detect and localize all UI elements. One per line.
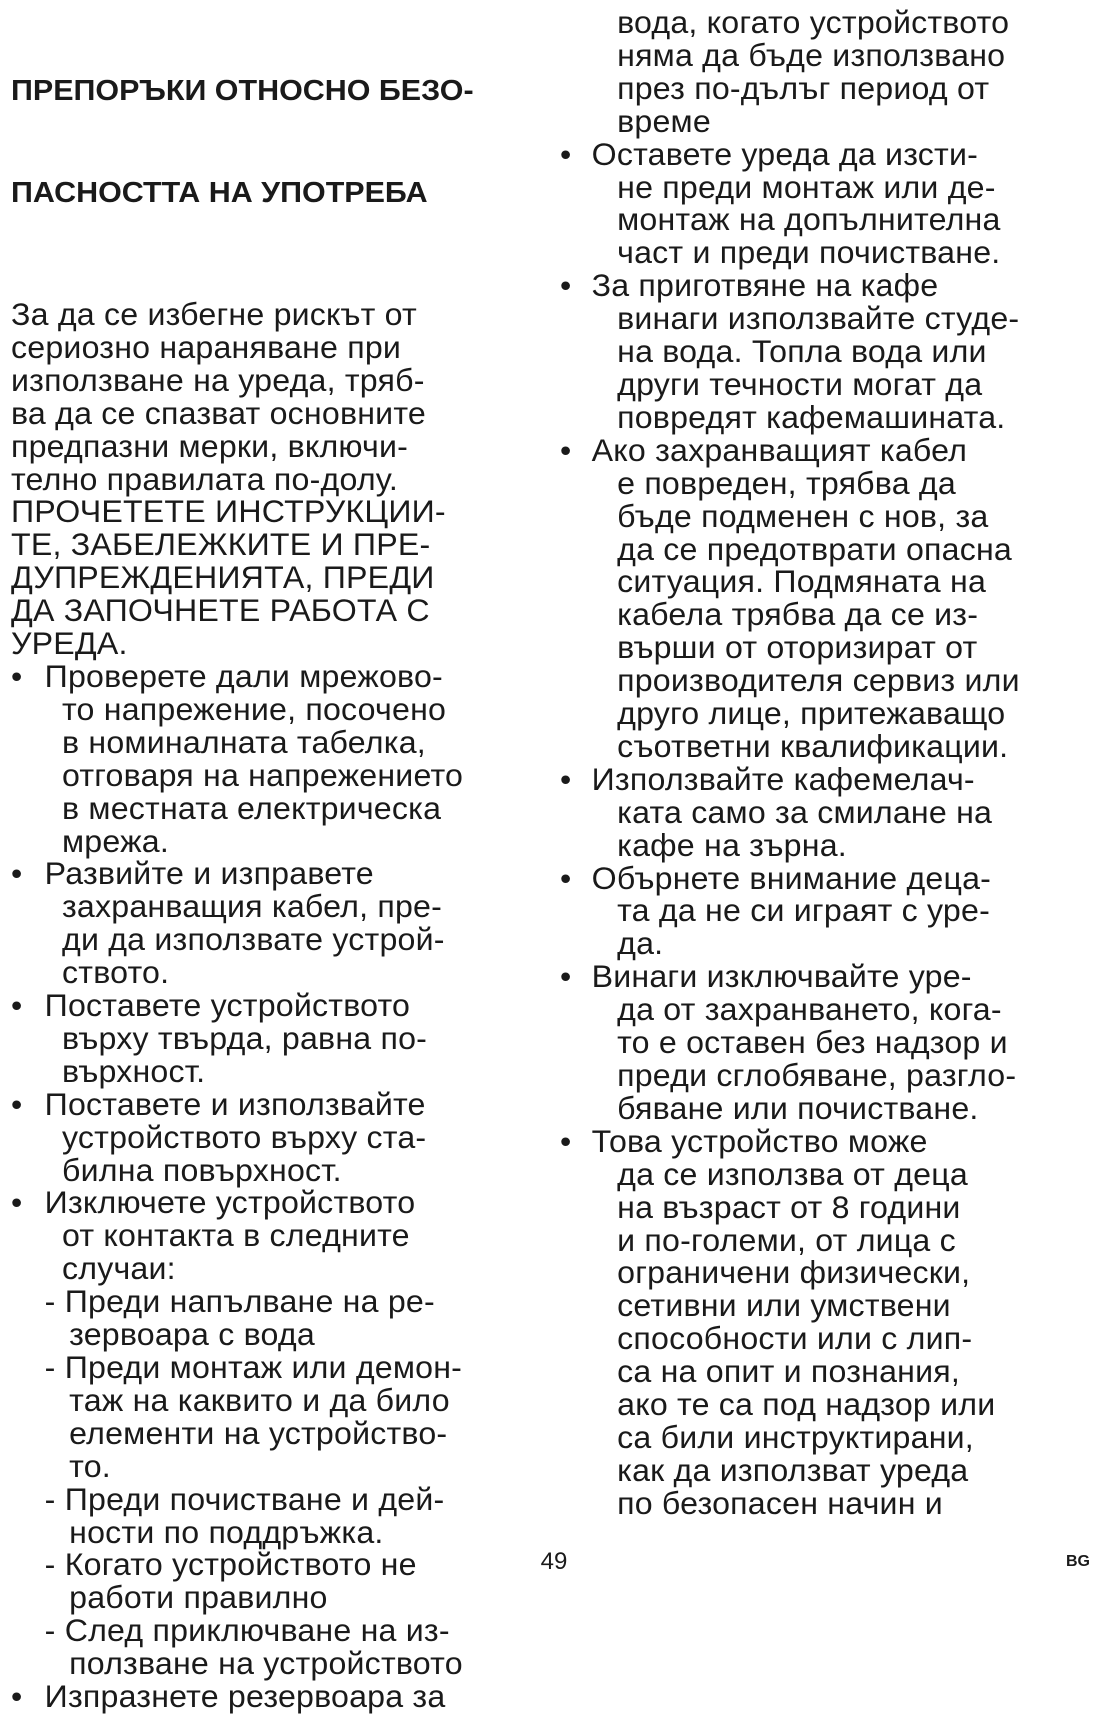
text-line: няма да бъде използвано <box>617 36 1006 73</box>
section-heading <box>11 6 578 278</box>
list-item <box>11 1085 551 1188</box>
text-line: случаи: <box>62 1250 176 1287</box>
list-item <box>11 1680 551 1713</box>
bullet-icon: • <box>11 1678 23 1714</box>
text-line: по безопасен начин и <box>617 1484 943 1521</box>
intro-paragraph <box>11 298 551 495</box>
text-line: Изпразнете резервоара за <box>44 1678 446 1714</box>
text-line: Винаги изключвайте уре- <box>591 958 972 995</box>
text-line: бяване или почистване. <box>617 1089 979 1126</box>
heading-line: ПРЕПОРЪКИ ОТНОСНО БЕЗО- <box>11 75 474 107</box>
text-line: зервоара с вода <box>69 1316 315 1353</box>
bullet-icon: • <box>560 1122 572 1159</box>
continuation-paragraph <box>560 6 1100 138</box>
text-line: та да не си играят с уре- <box>617 892 990 929</box>
text-line: ности по поддръжка. <box>69 1513 384 1550</box>
text-line: билна повърхност. <box>62 1151 342 1188</box>
text-line: винаги използвайте студе- <box>617 300 1020 337</box>
text-line: способности или с лип- <box>617 1320 973 1357</box>
text-line: върши от оторизират от <box>617 629 978 666</box>
text-line: УРЕДА. <box>11 625 128 662</box>
text-line: не преди монтаж или де- <box>617 168 996 205</box>
bullet-icon: • <box>560 135 572 172</box>
text-line: отговаря на напрежението <box>62 756 464 793</box>
text-line: бъде подменен с нов, за <box>617 497 989 534</box>
text-line: да се използва от деца <box>617 1155 968 1192</box>
text-line: кафе на зърна. <box>617 826 847 863</box>
text-line: време <box>617 102 711 139</box>
text-line: повредят кафемашината. <box>617 398 1006 435</box>
warning-paragraph <box>11 495 551 660</box>
text-line: преди сглобяване, разгло- <box>617 1057 1017 1093</box>
text-line: е повреден, трябва да <box>617 464 956 501</box>
text-line: да от захранването, кога- <box>617 991 1002 1028</box>
page-number: 49 <box>540 1548 568 1575</box>
text-line: вода, когато устройството <box>617 4 1010 40</box>
list-item <box>560 269 1100 434</box>
language-badge: BG <box>1066 1553 1090 1570</box>
text-line: как да използват уреда <box>617 1451 969 1488</box>
text-line: Поставете устройството <box>44 987 411 1024</box>
text-line: върху твърда, равна по- <box>62 1019 428 1056</box>
text-line: Обърнете внимание деца- <box>591 859 992 896</box>
text-line: са на опит и познания, <box>617 1353 961 1390</box>
text-line: върхност. <box>62 1052 206 1089</box>
text-line: За да се избегне рискът от <box>11 296 417 332</box>
text-line: елементи на устройство- <box>69 1414 448 1451</box>
text-line: За приготвяне на кафе <box>591 267 939 304</box>
bullet-icon: • <box>11 657 23 694</box>
text-line: производителя сервиз или <box>617 662 1020 699</box>
text-line: ДА ЗАПОЧНЕТЕ РАБОТА С <box>11 592 430 629</box>
right-column <box>560 6 1100 1520</box>
text-line: съответни квалификации. <box>617 727 1009 764</box>
text-line: Оставете уреда да изсти- <box>591 135 979 172</box>
list-item <box>11 1186 551 1680</box>
text-line: други течности могат да <box>617 365 983 402</box>
bullet-icon: • <box>560 760 572 797</box>
text-line: кабела трябва да се из- <box>617 596 979 633</box>
bullet-icon: • <box>560 431 572 468</box>
text-line: да. <box>617 925 664 962</box>
list-item <box>560 1122 1100 1521</box>
left-column <box>11 6 551 1713</box>
text-line: телно правилата по-долу. <box>11 460 398 497</box>
text-line: ТЕ, ЗАБЕЛЕЖКИТЕ И ПРЕ- <box>11 526 431 563</box>
list-item <box>560 760 1100 863</box>
bullet-icon: • <box>560 859 572 896</box>
bullet-icon: • <box>11 1184 23 1221</box>
text-line: то. <box>69 1447 111 1484</box>
sub-list-item: - Когато устройството не <box>44 1546 417 1583</box>
bullet-icon: • <box>560 958 572 995</box>
text-line: ако те са под надзор или <box>617 1386 996 1423</box>
text-line: на вода. Топла вода или <box>617 333 987 370</box>
list-item <box>560 960 1100 1125</box>
text-line: ползване на устройството <box>69 1645 463 1682</box>
text-line: от контакта в следните <box>62 1217 410 1254</box>
text-line: мрежа. <box>62 822 169 859</box>
sub-list-item: - Преди напълване на ре- <box>44 1283 435 1320</box>
text-line: през по-дълъг период от <box>617 69 990 106</box>
text-line: ди да използвате устрой- <box>62 921 445 958</box>
sub-list-item: - След приключване на из- <box>44 1612 450 1649</box>
text-line: на възраст от 8 години <box>617 1188 961 1225</box>
list-item <box>560 135 1100 271</box>
text-line: Проверете дали мрежово- <box>44 657 443 694</box>
text-line: Изключете устройството <box>44 1184 416 1221</box>
text-line: ството. <box>62 954 170 991</box>
list-item <box>11 657 551 859</box>
sub-list-item: - Преди почистване и дей- <box>44 1480 445 1517</box>
text-line: използване на уреда, тряб- <box>11 361 425 398</box>
text-line: са били инструктирани, <box>617 1418 974 1455</box>
sub-list-item: - Преди монтаж или демон- <box>44 1349 463 1385</box>
text-line: предпазни мерки, включи- <box>11 427 409 464</box>
text-line: Ако захранващият кабел <box>591 431 968 468</box>
text-line: ва да се спазват основните <box>11 394 426 431</box>
bullet-icon: • <box>11 855 23 892</box>
text-line: ката само за смилане на <box>617 793 993 830</box>
text-line: в местната електрическа <box>62 789 442 826</box>
text-line: сетивни или умствени <box>617 1287 951 1324</box>
text-line: то е оставен без надзор и <box>617 1024 1008 1061</box>
heading-line: ПАСНОСТТА НА УПОТРЕБА <box>11 177 428 209</box>
text-line: сериозно нараняване при <box>11 328 402 365</box>
text-line: ограничени физически, <box>617 1254 971 1291</box>
text-line: монтаж на допълнителна <box>617 201 1001 238</box>
list-item <box>11 857 551 989</box>
list-item <box>560 431 1100 764</box>
text-line: работи правилно <box>69 1579 328 1616</box>
text-line: Поставете и използвайте <box>44 1085 426 1122</box>
bullet-icon: • <box>11 1085 23 1122</box>
text-line: и по-големи, от лица с <box>617 1221 956 1258</box>
text-line: друго лице, притежаващо <box>617 695 1006 732</box>
text-line: да се предотврати опасна <box>617 530 1012 567</box>
text-line: захранващия кабел, пре- <box>62 888 443 925</box>
text-line: устройството върху ста- <box>62 1118 427 1155</box>
bullet-icon: • <box>11 987 23 1024</box>
text-line: таж на каквито и да било <box>69 1381 450 1418</box>
text-line: Използвайте кафемелач- <box>591 760 975 797</box>
list-item <box>560 859 1100 962</box>
text-line: ДУПРЕЖДЕНИЯТА, ПРЕДИ <box>11 559 435 596</box>
text-line: ситуация. Подмяната на <box>617 563 987 600</box>
text-line: част и преди почистване. <box>617 234 1001 271</box>
text-line: ПРОЧЕТЕТЕ ИНСТРУКЦИИ- <box>11 493 446 530</box>
text-line: то напрежение, посочено <box>62 690 447 727</box>
list-item <box>11 989 551 1088</box>
text-line: в номиналната табелка, <box>62 723 426 760</box>
bullet-icon: • <box>560 267 572 304</box>
text-line: Развийте и изправете <box>44 855 374 892</box>
text-line: Това устройство може <box>591 1122 928 1159</box>
